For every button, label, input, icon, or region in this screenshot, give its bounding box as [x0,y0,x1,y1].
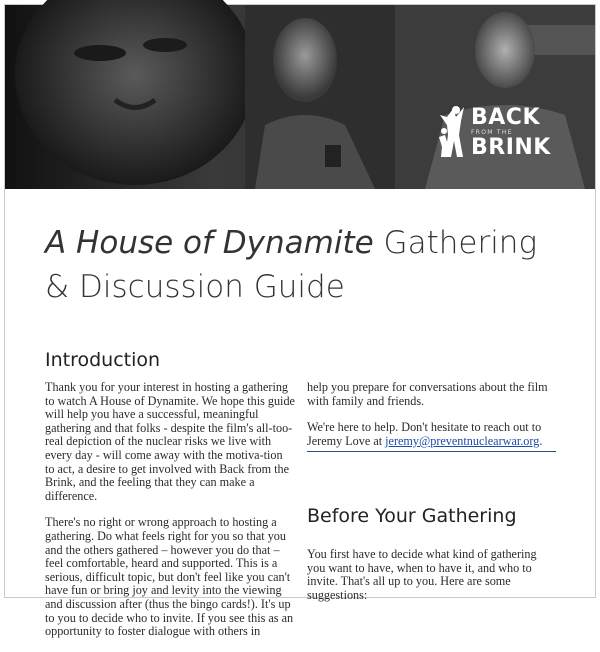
right-column-top [307,381,557,461]
intro-paragraph-2: There's no right or wrong approach to hosting a gathering. Do what feels right for you so that you and the others gathered – however you do that – feel comfortable, heard and supported. This is a serious, difficult topic, but don't feel like you can't have fun or bring joy and levity into the viewing and discussion after (thus the bingo cards!). It's up to you to decide who to invite. If you see this as an opportunity to foster dialogue with others in [45,515,294,639]
before-gathering-column [307,548,557,615]
section-divider [307,451,556,452]
document-page [4,4,596,639]
before-gathering-heading: Before Your Gathering [307,505,517,527]
film-title: A House of Dynamite [45,225,374,261]
title-line2: & Discussion Guide [45,269,345,305]
right-paragraph-2 [307,421,557,448]
header-banner [5,5,595,189]
intro-column [45,381,295,652]
title-rest: Gathering [373,225,538,261]
logo-text-from-the: FROM THE [471,129,513,136]
intro-paragraph-1: Thank you for your interest in hosting a gathering to watch A House of Dynamite. We hope this guide will help you have a successful, meaningful gathering and that folks - despite the film's all-too-real depiction of the nuclear risks we live with every day - will come away with the motiva-tion to act, a desire to get involved with Back from the Brink, and the feeling that they can make a difference. [45,380,295,503]
introduction-heading: Introduction [45,349,161,371]
woman-on-phone-image [475,12,535,88]
contact-end: . [539,433,543,448]
page-title [45,221,565,309]
back-from-the-brink-logo [437,105,557,165]
logo-text-back: BACK [471,105,540,130]
soldier-image [273,18,337,102]
before-paragraph-1: You first have to decide what kind of gathering you want to have, when to have it, and who to invite. That's all up to you. Here are some suggestions: [307,547,537,602]
people-raising-arms-icon [437,105,467,159]
right-paragraph-1: help you prepare for conversations about the film with family and friends. [307,380,548,408]
logo-text-brink: BRINK [471,135,551,160]
contact-text: We're here to help. Don't hesitate to reach out to Jeremy Love at [307,420,542,448]
contact-email-link[interactable]: jeremy@preventnuclearwar.org [385,433,540,448]
